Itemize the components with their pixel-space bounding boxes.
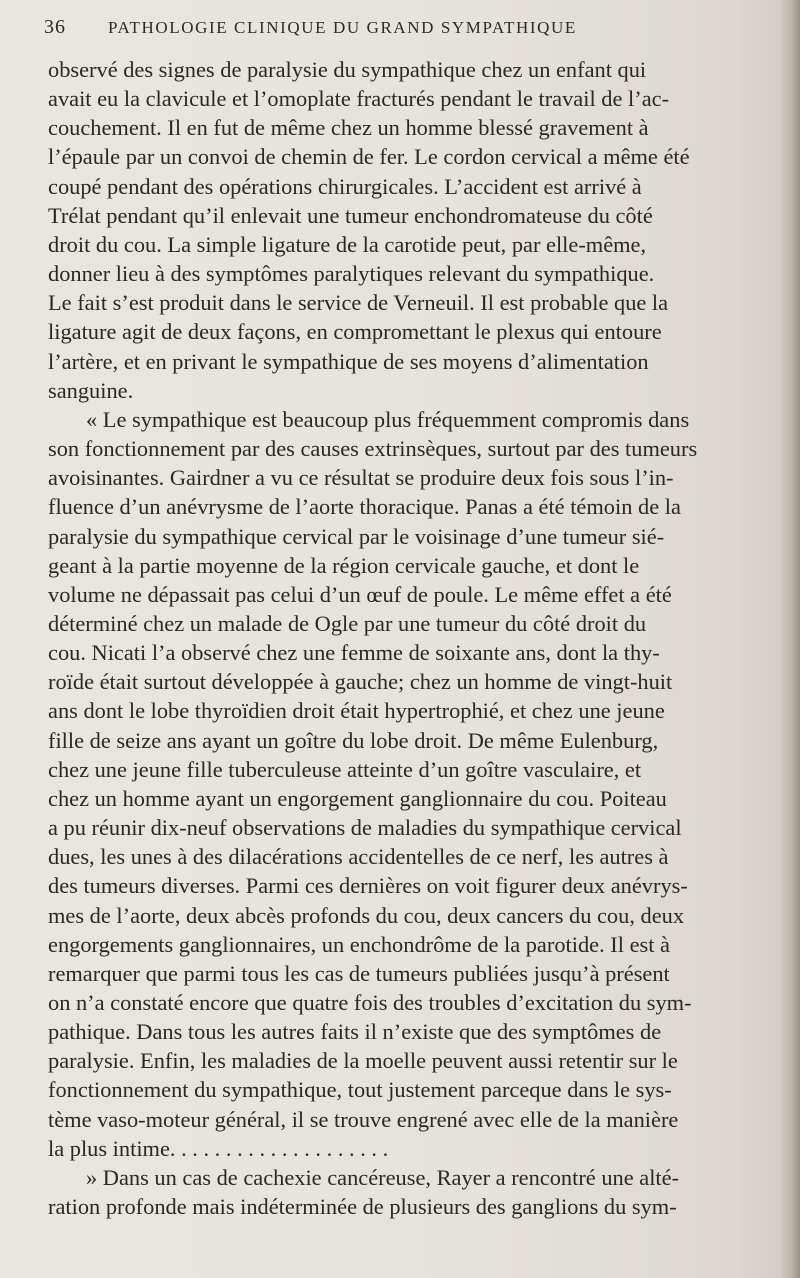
text-line: » Dans un cas de cachexie cancéreuse, Rayer a rencontré une alté-	[86, 1164, 680, 1190]
text-line: l’épaule par un convoi de chemin de fer. Le cordon cervical a même été	[48, 144, 690, 170]
text-line: roïde était surtout développée à gauche; chez un homme de vingt-huit	[48, 669, 673, 695]
text-line: droit du cou. La simple ligature de la carotide peut, par elle-même,	[48, 231, 647, 257]
text-line: fluence d’un anévrysme de l’aorte thoracique. Panas a été témoin de la	[48, 494, 681, 520]
text-line: ration profonde mais indéterminée de plusieurs des ganglions du sym-	[48, 1194, 677, 1220]
text-line: geant à la partie moyenne de la région cervicale gauche, et dont le	[48, 552, 640, 578]
text-line: couchement. Il en fut de même chez un homme blessé gravement à	[48, 115, 649, 141]
text-line: engorgements ganglionnaires, un enchondrôme de la parotide. Il est à	[48, 931, 670, 957]
text-line: chez une jeune fille tuberculeuse atteinte d’un goître vasculaire, et	[48, 756, 642, 782]
text-line: l’artère, et en privant le sympathique de ses moyens d’alimentation	[48, 348, 649, 374]
text-line: son fonctionnement par des causes extrinsèques, surtout par des tumeurs	[48, 436, 698, 462]
text-line: a pu réunir dix-neuf observations de maladies du sympathique cervical	[48, 815, 682, 841]
text-line: tème vaso-moteur général, il se trouve engrené avec elle de la manière	[48, 1106, 679, 1132]
text-line: la plus intime. . . . . . . . . . . . . . . . . . . .	[48, 1135, 389, 1161]
page-number: 36	[44, 16, 66, 38]
text-line: avoisinantes. Gairdner a vu ce résultat se produire deux fois sous l’in-	[48, 465, 674, 491]
text-line: ans dont le lobe thyroïdien droit était hypertrophié, et chez une jeune	[48, 698, 665, 724]
text-line: remarquer que parmi tous les cas de tumeurs publiées jusqu’à présent	[48, 960, 670, 986]
text-line: donner lieu à des symptômes paralytiques relevant du sympathique.	[48, 261, 655, 287]
text-line: on n’a constaté encore que quatre fois des troubles d’excitation du sym-	[48, 990, 692, 1015]
text-line: dues, les unes à des dilacérations accidentelles de ce nerf, les autres à	[48, 844, 669, 870]
text-line: fille de seize ans ayant un goître du lobe droit. De même Eulenburg,	[48, 727, 659, 753]
text-line: des tumeurs diverses. Parmi ces dernières on voit figurer deux anévrys-	[48, 873, 688, 899]
page-edge-shadow	[778, 0, 800, 1278]
text-line: paralysie. Enfin, les maladies de la moelle peuvent aussi retentir sur le	[48, 1048, 678, 1074]
text-line: volume ne dépassait pas celui d’un œuf de poule. Le même effet a été	[48, 581, 672, 607]
running-head: PATHOLOGIE CLINIQUE DU GRAND SYMPATHIQUE	[108, 18, 577, 37]
text-line: cou. Nicati l’a observé chez une femme de soixante ans, dont la thy-	[48, 640, 660, 666]
text-line: « Le sympathique est beaucoup plus fréquemment compromis dans	[86, 406, 690, 432]
text-line: pathique. Dans tous les autres faits il n’existe que des symptômes de	[48, 1019, 662, 1045]
text-line: déterminé chez un malade de Ogle par une tumeur du côté droit du	[48, 610, 647, 636]
text-line: sanguine.	[48, 377, 134, 403]
text-line: ligature agit de deux façons, en compromettant le plexus qui entoure	[48, 319, 662, 345]
text-line: chez un homme ayant un engorgement ganglionnaire du cou. Poiteau	[48, 785, 667, 811]
text-line: paralysie du sympathique cervical par le voisinage d’une tumeur sié-	[48, 523, 665, 549]
body-text	[48, 55, 761, 1221]
text-line: coupé pendant des opérations chirurgicales. L’accident est arrivé à	[48, 173, 642, 199]
text-line: mes de l’aorte, deux abcès profonds du cou, deux cancers du cou, deux	[48, 902, 685, 928]
page-header	[44, 12, 764, 52]
text-line: Le fait s’est produit dans le service de Verneuil. Il est probable que la	[48, 290, 669, 316]
text-line: avait eu la clavicule et l’omoplate fracturés pendant le travail de l’ac-	[48, 86, 670, 112]
text-line: Trélat pendant qu’il enlevait une tumeur enchondromateuse du côté	[48, 202, 653, 228]
text-line: fonctionnement du sympathique, tout justement parceque dans le sys-	[48, 1077, 672, 1103]
text-line: observé des signes de paralysie du sympathique chez un enfant qui	[48, 57, 647, 82]
